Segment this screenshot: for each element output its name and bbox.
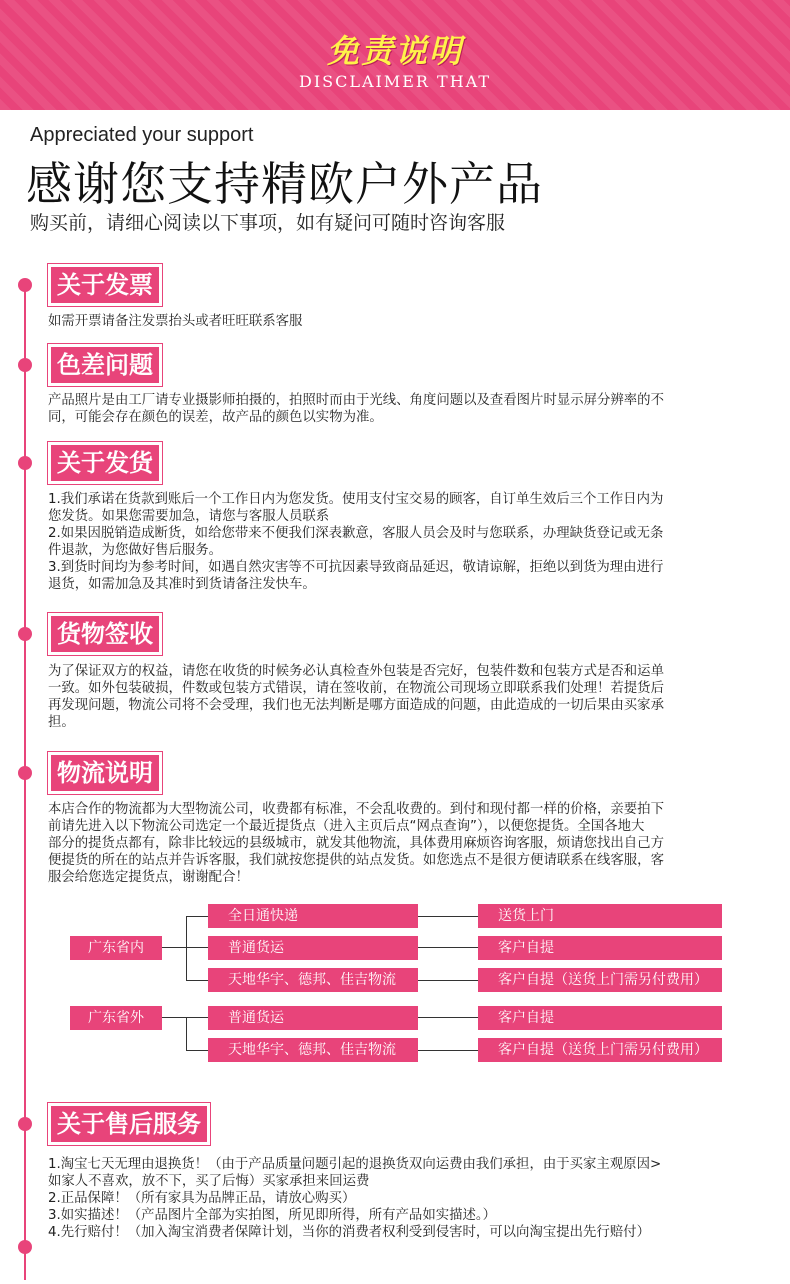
region-inside: 广东省内 [70, 936, 162, 960]
body-line: 件退款，为您做好售后服务。 [48, 543, 223, 558]
appreciated-text: Appreciated your support [30, 124, 254, 146]
body-line: 您发货。如果您需要加急，请您与客服人员联系 [48, 509, 330, 524]
body-line: 本店合作的物流都为大型物流公司，收费都有标准，不会乱收费的。到付和现付都一样的价格，亲要拍下 [48, 802, 664, 817]
body-line: 前请先进入以下物流公司选定一个最近提货点（进入主页后点“网点查询”），以便您提货。全国各地大 [48, 819, 645, 834]
body-line: 服会给您选定提货点，谢谢配合！ [48, 870, 249, 885]
connector [418, 916, 478, 917]
section-title-receipt: 货物签收 [48, 613, 162, 655]
body-line: 再发现问题，物流公司将不会受理，我们也无法判断是哪方面造成的问题，由此造成的一切后果由买家承 [48, 698, 664, 713]
timeline-dot [18, 358, 32, 372]
section-body-invoice [48, 313, 748, 330]
disclaimer-banner [0, 0, 790, 110]
body-line: 1.淘宝七天无理由退换货！（由于产品质量问题引起的退换货双向运费由我们承担，由于买家主观原因> [48, 1157, 662, 1172]
section-title-invoice: 关于发票 [48, 264, 162, 306]
body-line: 2.如果因脱销造成断货，如给您带来不便我们深表歉意，客服人员会及时与您联系，办理缺货登记或无条 [48, 526, 664, 541]
body-line: 如家人不喜欢，放不下，买了后悔）买家承担来回运费 [48, 1174, 370, 1189]
body-line: 2.正品保障！（所有家具为品牌正品，请放心购买） [48, 1191, 356, 1206]
timeline-dot [18, 1240, 32, 1254]
timeline-dot [18, 278, 32, 292]
connector [162, 1017, 186, 1018]
connector [186, 1050, 208, 1051]
timeline-dot [18, 456, 32, 470]
connector [186, 947, 208, 948]
connector [186, 1017, 208, 1018]
thanks-heading: 感谢您支持精欧户外产品 [26, 157, 543, 211]
body-line: 便提货的所在的站点并告诉客服，我们就按您提供的站点发货。如您选点不是很方便请联系在线客服，客 [48, 853, 664, 868]
service-box: 客户自提（送货上门需另付费用） [478, 1038, 722, 1062]
region-outside: 广东省外 [70, 1006, 162, 1030]
connector [186, 1017, 187, 1050]
section-title-logistics: 物流说明 [48, 752, 162, 794]
body-line: 一致。如外包装破损，件数或包装方式错误，请在签收前，在物流公司现场立即联系我们处理！若提货后 [48, 681, 664, 696]
section-body-color [48, 392, 748, 426]
body-line: 退货，如需加急及其准时到货请备注发快车。 [48, 577, 316, 592]
carrier-box: 天地华宇、德邦、佳吉物流 [208, 968, 418, 992]
carrier-box: 普通货运 [208, 936, 418, 960]
body-line: 同，可能会存在颜色的误差，故产品的颜色以实物为准。 [48, 410, 383, 425]
body-line: 4.先行赔付！（加入淘宝消费者保障计划，当你的消费者权利受到侵害时，可以向淘宝提出先行赔付） [48, 1225, 650, 1240]
service-box: 客户自提（送货上门需另付费用） [478, 968, 722, 992]
carrier-box: 普通货运 [208, 1006, 418, 1030]
connector [418, 980, 478, 981]
banner-title: 免责说明 [326, 32, 463, 70]
banner-subtitle: DISCLAIMER THAT [298, 72, 492, 91]
section-title-aftersale: 关于售后服务 [48, 1103, 210, 1145]
timeline-dot [18, 627, 32, 641]
timeline-dot [18, 1117, 32, 1131]
connector [418, 947, 478, 948]
body-line: 产品照片是由工厂请专业摄影师拍摄的，拍照时而由于光线、角度问题以及查看图片时显示屏分辨率的不 [48, 393, 664, 408]
connector [418, 1050, 478, 1051]
connector [162, 947, 186, 948]
connector [186, 916, 208, 917]
service-box: 客户自提 [478, 936, 722, 960]
section-title-shipping: 关于发货 [48, 442, 162, 484]
body-line: 3.如实描述！（产品图片全部为实拍图，所见即所得，所有产品如实描述。） [48, 1208, 496, 1223]
carrier-box: 天地华宇、德邦、佳吉物流 [208, 1038, 418, 1062]
section-body-shipping [48, 491, 748, 593]
body-line: 1.我们承诺在货款到账后一个工作日内为您发货。使用支付宝交易的顾客，自订单生效后三个工作日内为 [48, 492, 664, 507]
timeline-dot [18, 766, 32, 780]
body-line: 为了保证双方的权益，请您在收货的时候务必认真检查外包装是否完好，包装件数和包装方式是否和运单 [48, 664, 664, 679]
section-body-receipt [48, 663, 748, 731]
intro-text: 购买前，请细心阅读以下事项，如有疑问可随时咨询客服 [30, 212, 506, 234]
body-line: 如需开票请备注发票抬头或者旺旺联系客服 [48, 314, 303, 329]
connector [418, 1017, 478, 1018]
section-title-color: 色差问题 [48, 344, 162, 386]
connector [186, 980, 208, 981]
carrier-box: 全日通快递 [208, 904, 418, 928]
body-line: 部分的提货点都有，除非比较远的县级城市，就发其他物流，具体费用麻烦咨询客服，烦请您找出自己方 [48, 836, 664, 851]
service-box: 送货上门 [478, 904, 722, 928]
body-line: 3.到货时间均为参考时间，如遇自然灾害等不可抗因素导致商品延迟，敬请谅解，拒绝以到货为理由进行 [48, 560, 664, 575]
body-line: 担。 [48, 715, 75, 730]
section-body-logistics [48, 801, 748, 886]
section-body-aftersale [48, 1156, 748, 1241]
service-box: 客户自提 [478, 1006, 722, 1030]
connector [186, 916, 187, 980]
